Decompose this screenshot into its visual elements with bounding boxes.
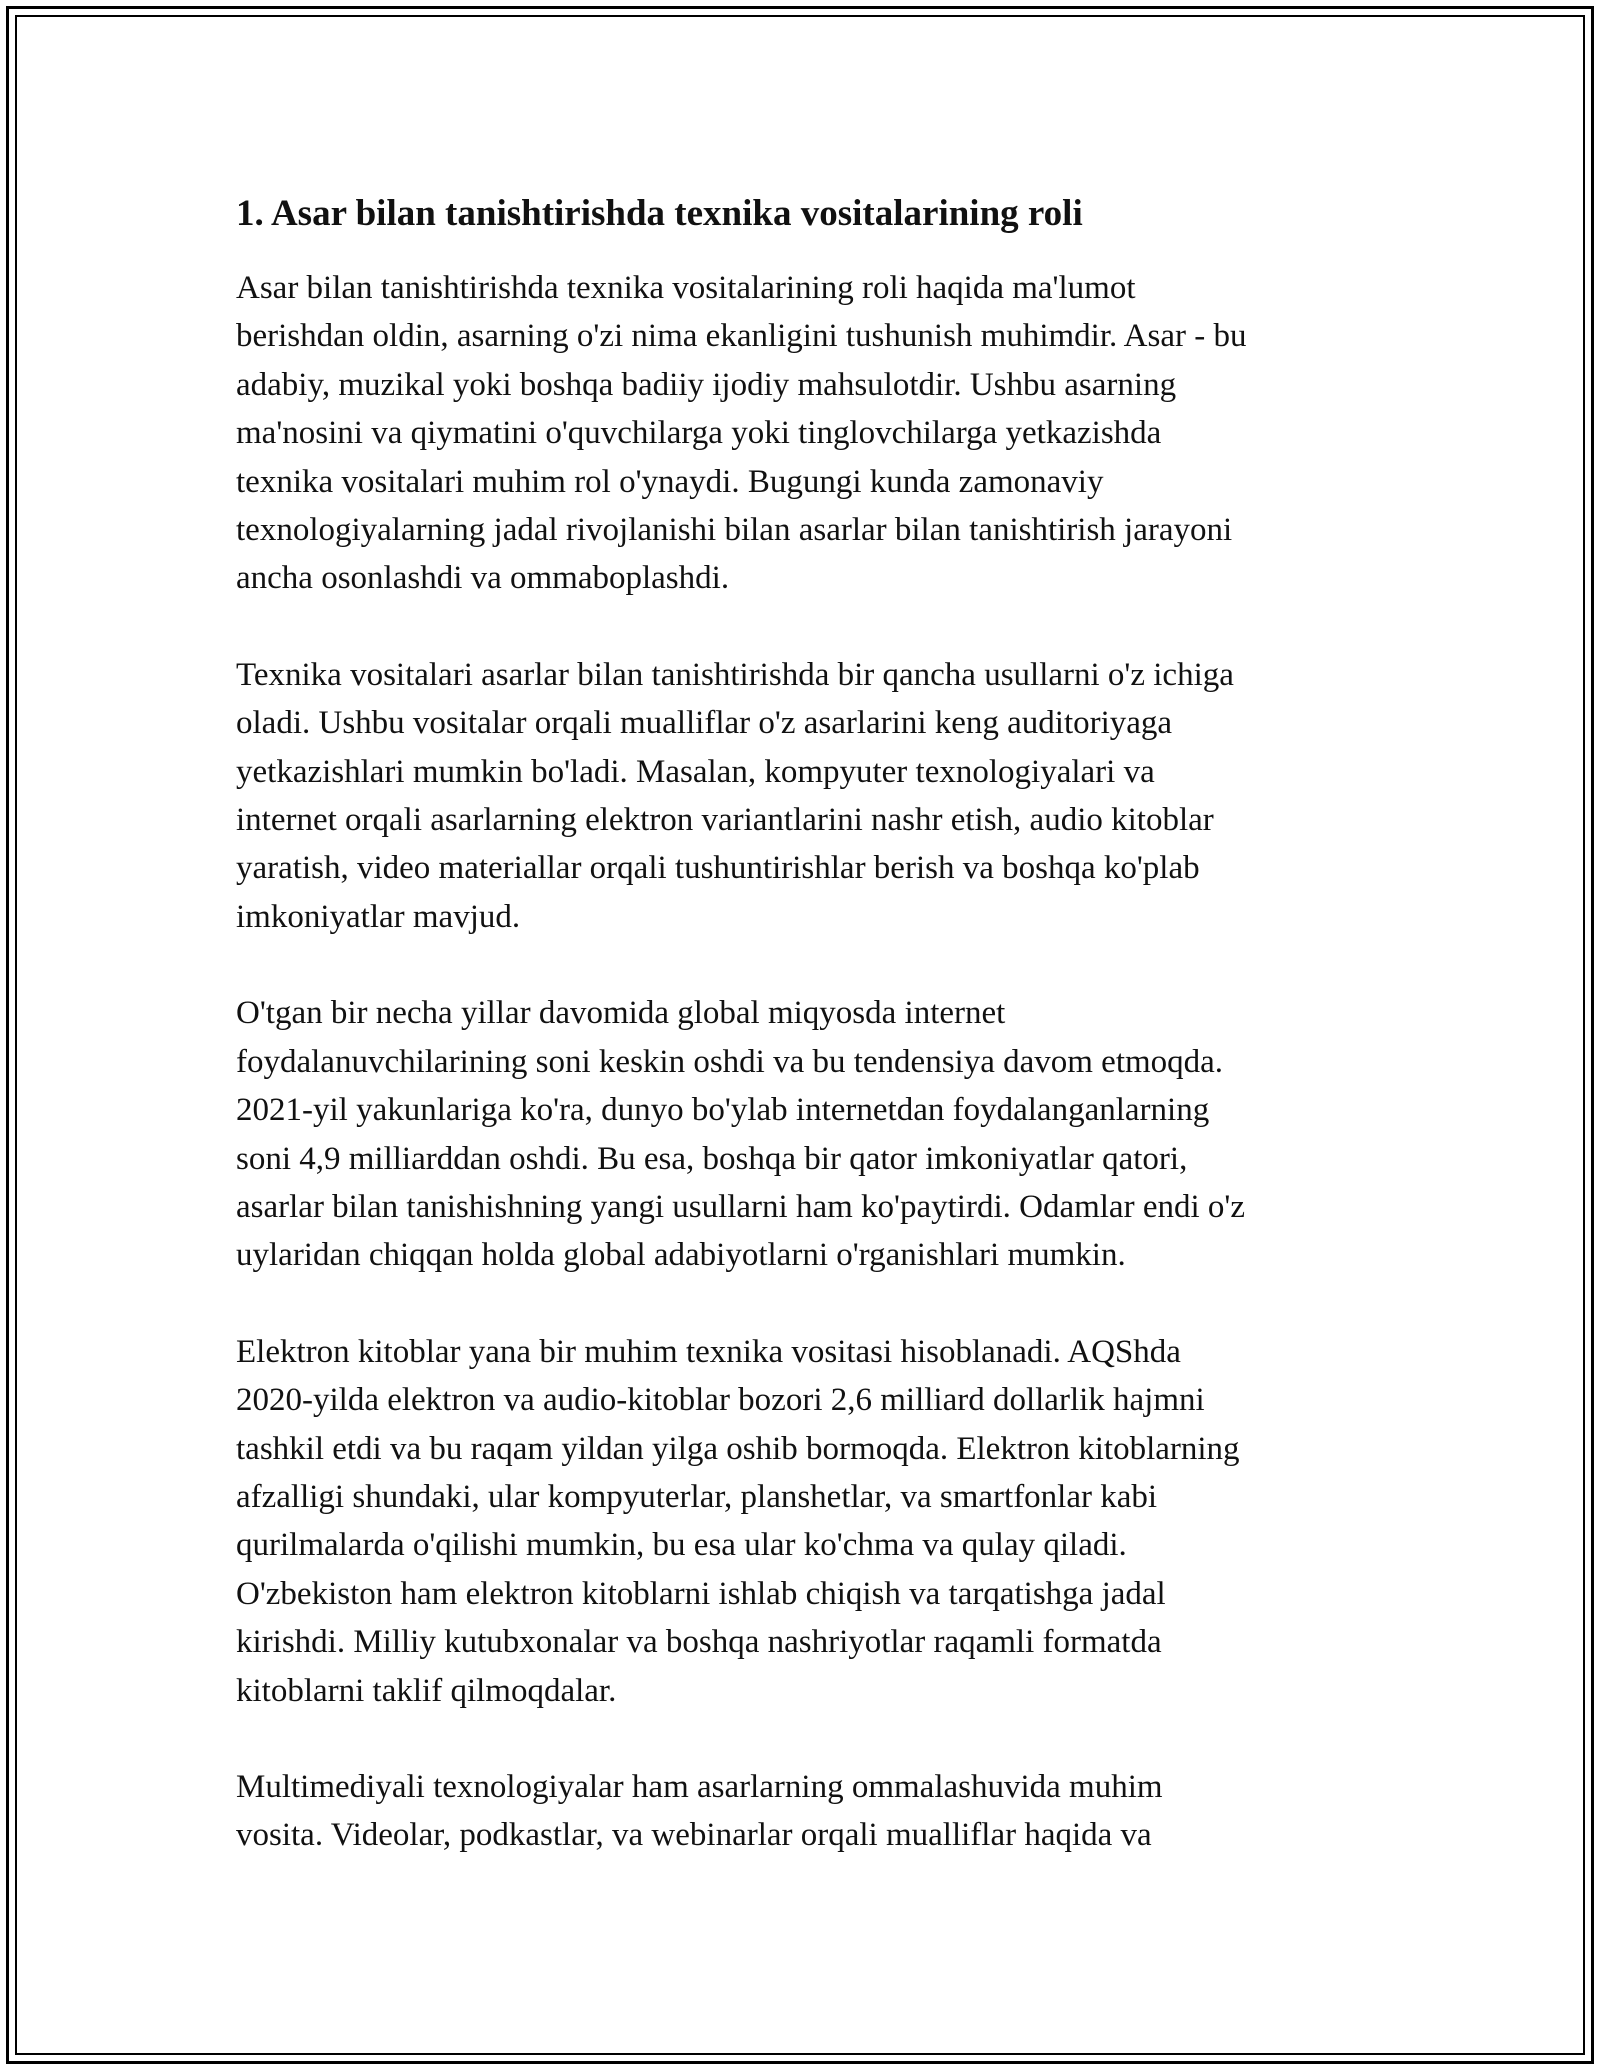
paragraph-1	[236, 264, 1376, 603]
paragraph-5	[236, 1763, 1376, 1860]
text-line: kitoblarni taklif qilmoqdalar.	[236, 1672, 617, 1709]
text-line: uylaridan chiqqan holda global adabiyotlarni o'rganishlari mumkin.	[236, 1237, 1126, 1274]
text-line: oladi. Ushbu vositalar orqali mualliflar o'z asarlarini keng auditoriyaga	[236, 705, 1173, 742]
text-line: kirishdi. Milliy kutubxonalar va boshqa nashriyotlar raqamli formatda	[236, 1624, 1162, 1661]
text-line: imkoniyatlar mavjud.	[236, 898, 521, 935]
text-line: ma'nosini va qiymatini o'quvchilarga yoki tinglovchilarga yetkazishda	[236, 415, 1162, 452]
text-line: yaratish, video materiallar orqali tushuntirishlar berish va boshqa ko'plab	[236, 850, 1200, 887]
text-line: Multimediyali texnologiyalar ham asarlarning ommalashuvida muhim	[236, 1768, 1163, 1805]
paragraph-4	[236, 1328, 1376, 1715]
text-line: adabiy, muzikal yoki boshqa badiiy ijodiy mahsulotdir. Ushbu asarning	[236, 366, 1177, 403]
text-line: 2021-yil yakunlariga ko'ra, dunyo bo'ylab internetdan foydalanganlarning	[236, 1092, 1210, 1129]
text-line: foydalanuvchilarining soni keskin oshdi va bu tendensiya davom etmoqda.	[236, 1043, 1224, 1080]
section-heading: 1. Asar bilan tanishtirishda texnika vositalarining roli	[236, 193, 1083, 234]
text-line: qurilmalarda o'qilishi mumkin, bu esa ular ko'chma va qulay qiladi.	[236, 1527, 1127, 1564]
text-line: vosita. Videolar, podkastlar, va webinarlar orqali mualliflar haqida va	[236, 1817, 1152, 1854]
text-line: soni 4,9 milliarddan oshdi. Bu esa, boshqa bir qator imkoniyatlar qatori,	[236, 1140, 1188, 1177]
text-line: yetkazishlari mumkin bo'ladi. Masalan, kompyuter texnologiyalari va	[236, 753, 1155, 790]
text-line: internet orqali asarlarning elektron variantlarini nashr etish, audio kitoblar	[236, 802, 1214, 839]
text-line: afzalligi shundaki, ular kompyuterlar, planshetlar, va smartfonlar kabi	[236, 1478, 1158, 1515]
document-body	[236, 190, 1376, 1908]
text-line: Asar bilan tanishtirishda texnika vositalarining roli haqida ma'lumot	[236, 270, 1136, 306]
paragraph-2	[236, 651, 1376, 941]
text-line: tashkil etdi va bu raqam yildan yilga oshib bormoqda. Elektron kitoblarning	[236, 1430, 1240, 1467]
text-line: Elektron kitoblar yana bir muhim texnika vositasi hisoblanadi. AQShda	[236, 1333, 1181, 1370]
text-line: ancha osonlashdi va ommaboplashdi.	[236, 560, 730, 597]
text-line: texnika vositalari muhim rol o'ynaydi. Bugungi kunda zamonaviy	[236, 463, 1104, 500]
text-line: Texnika vositalari asarlar bilan tanishtirishda bir qancha usullarni o'z ichiga	[236, 656, 1234, 693]
text-line: asarlar bilan tanishishning yangi usullarni ham ko'paytirdi. Odamlar endi o'z	[236, 1188, 1245, 1225]
text-line: texnologiyalarning jadal rivojlanishi bilan asarlar bilan tanishtirish jarayoni	[236, 512, 1233, 549]
text-line: O'tgan bir necha yillar davomida global miqyosda internet	[236, 995, 1006, 1032]
text-line: O'zbekiston ham elektron kitoblarni ishlab chiqish va tarqatishga jadal	[236, 1575, 1166, 1612]
text-line: 2020-yilda elektron va audio-kitoblar bozori 2,6 milliard dollarlik hajmni	[236, 1382, 1205, 1419]
text-line: berishdan oldin, asarning o'zi nima ekanligini tushunish muhimdir. Asar - bu	[236, 318, 1247, 355]
paragraph-3	[236, 989, 1376, 1279]
